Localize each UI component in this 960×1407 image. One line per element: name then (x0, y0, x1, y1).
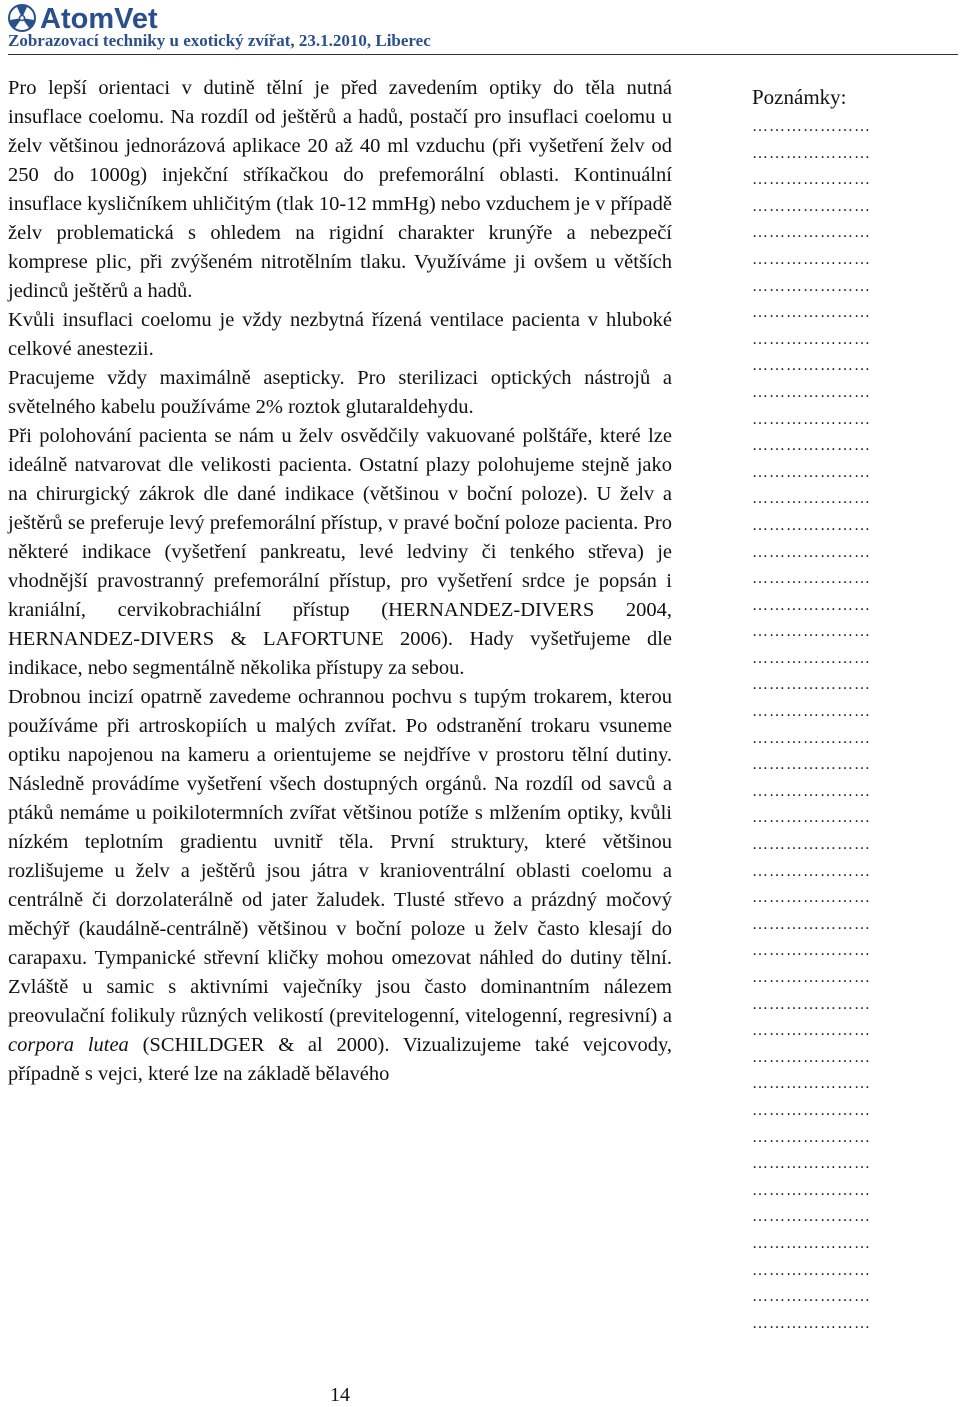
notes-dotted-line: ………………… (752, 1261, 871, 1279)
header-divider (8, 54, 958, 55)
notes-dotted-line: ………………… (752, 1048, 871, 1066)
notes-dotted-line: ………………… (752, 490, 871, 508)
paragraph-insufflation: Pro lepší orientaci v dutině tělní je před zavedením optiky do těla nutná insuflace coelomu. Na rozdíl od ještěrů a hadů, postačí pro insuflaci coelomu u želv většinou jednorázová aplikace 20 až 40 ml vzduchu (při vyšetření želv od 250 do 1000g) injekční stříkačkou do prefemorální oblasti. Kontinuální insuflace kysličníkem uhličitým (tlak 10-12 mmHg) nebo vzduchem je v případě želv problematická s ohledem na rigidní charakter krunýře a nebezpečí komprese plic, při zvýšeném nitrotělním tlaku. Využíváme ji ovšem u větších jedinců ještěrů a hadů. (8, 77, 672, 302)
notes-dotted-line: ………………… (752, 1022, 871, 1040)
logo-wordmark: AtomVet (40, 3, 158, 34)
notes-dotted-line: ………………… (752, 1181, 871, 1199)
notes-dotted-line: ………………… (752, 1288, 871, 1306)
notes-dotted-line: ………………… (752, 1075, 871, 1093)
notes-dotted-line: ………………… (752, 144, 871, 162)
paragraph-ventilation: Kvůli insuflaci coelomu je vždy nezbytná řízená ventilace pacienta v hluboké celkové anestezii. (8, 309, 672, 360)
notes-dotted-line: ………………… (752, 543, 871, 561)
notes-dotted-line: ………………… (752, 1101, 871, 1119)
paragraph-examination-italic: corpora lutea (8, 1034, 129, 1056)
notes-dotted-line: ………………… (752, 703, 871, 721)
notes-dotted-line: ………………… (752, 915, 871, 933)
main-text-column (8, 74, 672, 1089)
notes-sidebar (752, 84, 958, 1337)
notes-dotted-line: ………………… (752, 277, 871, 295)
notes-dotted-line: ………………… (752, 330, 871, 348)
paragraph-examination-text-b: (SCHILDGER & al 2000). Vizualizujeme také vejcovody, případně s vejci, které lze na základě bělavého (8, 1034, 673, 1085)
notes-dotted-line: ………………… (752, 649, 871, 667)
notes-dotted-line: ………………… (752, 516, 871, 534)
paragraph-positioning: Při polohování pacienta se nám u želv osvědčily vakuované polštáře, které lze ideálně natvarovat dle velikosti pacienta. Ostatní plazy polohujeme stejně jako na chirurgický zákrok dle dané indikace (většinou v boční poloze). U želv a ještěrů se preferuje levý prefemorální přístup, v pravé boční poloze pacienta. Pro některé indikace (vyšetření pankreatu, levé ledviny či tenkého střeva) je vhodnější pravostranný prefemorální přístup, pro vyšetření srdce je popsán i kraniální, cervikobrachiální přístup (HERNANDEZ-DIVERS 2004, HERNANDEZ-DIVERS & LAFORTUNE 2006). Hady vyšetřujeme dle indikace, nebo segmentálně několika přístupy za sebou. (8, 425, 672, 679)
radiation-icon (9, 5, 35, 31)
notes-dotted-line: ………………… (752, 224, 871, 242)
notes-dotted-line: ………………… (752, 1208, 871, 1226)
notes-dotted-line: ………………… (752, 1155, 871, 1173)
notes-dotted-line: ………………… (752, 942, 871, 960)
notes-dotted-line: ………………… (752, 304, 871, 322)
notes-dotted-line: ………………… (752, 463, 871, 481)
notes-dotted-line: ………………… (752, 623, 871, 641)
notes-dotted-line: ………………… (752, 1128, 871, 1146)
atomvet-logo (8, 2, 268, 34)
notes-dotted-line: ………………… (752, 437, 871, 455)
notes-dotted-line: ………………… (752, 1234, 871, 1252)
page-number: 14 (330, 1384, 350, 1406)
notes-dotted-line: ………………… (752, 118, 871, 135)
notes-dotted-line: ………………… (752, 596, 871, 614)
paragraph-examination-text-a: Drobnou incizí opatrně zavedeme ochrannou pochvu s tupým trokarem, kterou používáme při artroskopiích u malých zvířat. Po odstranění trokaru vsuneme optiku napojenou na kameru a orientujeme se nejdříve v prostoru tělní dutiny. Následně provádíme vyšetření všech dostupných orgánů. Na rozdíl od savců a ptáků nemáme u poikilotermních zvířat většinou potíže s mlžením optiky, kvůli nízkém teplotním gradientu uvnitř těla. První struktury, které většinou rozlišujeme u želv a ještěrů jsou játra v kranioventrální oblasti coelomu a centrálně či dorzolaterálně od jater žaludek. Tlusté střevo a prázdný močový měchýř (kaudálně-centrálně) většinou v boční poloze u želv často klesají do carapaxu. Tympanické střevní kličky mohou omezovat náhled do dutiny tělní. Zvláště u samic s aktivními vaječníky jsou často dominantním nálezem preovulační folikuly různých velikostí (previtelogenní, vitelogenní, regresivní) a (8, 686, 672, 1027)
notes-dotted-line: ………………… (752, 250, 871, 268)
notes-dotted-line: ………………… (752, 862, 871, 880)
notes-dotted-line: ………………… (752, 995, 871, 1013)
notes-dotted-line: ………………… (752, 1314, 871, 1332)
notes-dotted-line: ………………… (752, 357, 871, 375)
paragraph-asepsis: Pracujeme vždy maximálně asepticky. Pro sterilizaci optických nástrojů a světelného kabelu používáme 2% roztok glutaraldehydu. (8, 367, 672, 418)
paragraph-examination (8, 683, 672, 1089)
notes-dotted-line: ………………… (752, 809, 871, 827)
notes-dotted-line: ………………… (752, 676, 871, 694)
page-header (8, 0, 958, 58)
notes-dotted-line: ………………… (752, 889, 871, 907)
notes-title: Poznámky: (752, 85, 847, 109)
notes-dotted-line: ………………… (752, 836, 871, 854)
notes-dotted-line: ………………… (752, 570, 871, 588)
notes-dotted-line: ………………… (752, 383, 871, 401)
notes-lines (752, 114, 958, 1337)
notes-dotted-line: ………………… (752, 969, 871, 986)
notes-dotted-line: ………………… (752, 197, 871, 215)
notes-dotted-line: ………………… (752, 729, 871, 747)
notes-dotted-line: ………………… (752, 756, 871, 774)
notes-dotted-line: ………………… (752, 410, 871, 428)
notes-dotted-line: ………………… (752, 171, 871, 189)
notes-dotted-line: ………………… (752, 782, 871, 800)
document-subtitle: Zobrazovací techniky u exotický zvířat, 23.1.2010, Liberec (8, 31, 431, 50)
